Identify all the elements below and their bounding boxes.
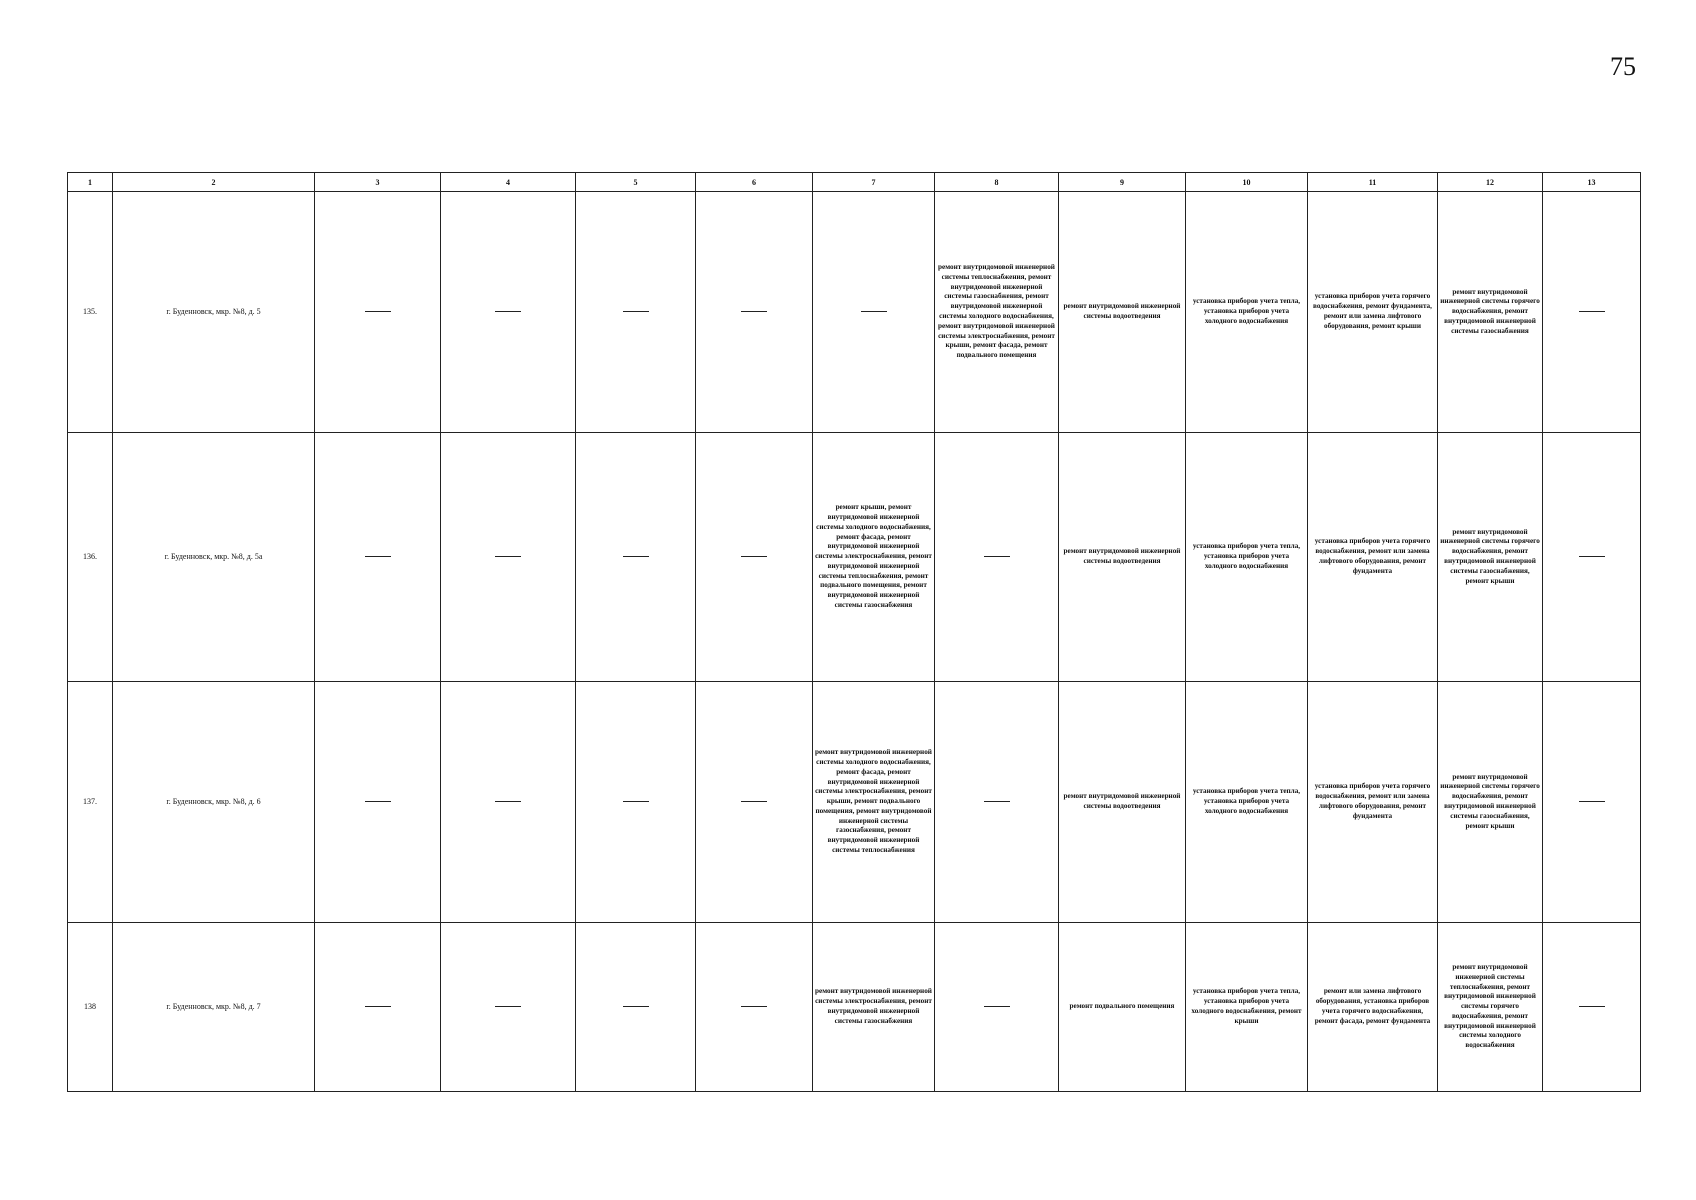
column-header: 2	[113, 173, 315, 192]
column-header: 7	[813, 173, 935, 192]
cell-col6	[696, 433, 813, 682]
dash-mark	[741, 556, 767, 557]
cell-col8	[935, 682, 1059, 923]
cell-col11: установка приборов учета горячего водоснабжения, ремонт фундамента, ремонт или замена лифтового оборудования, ремонт крыши	[1308, 192, 1438, 433]
cell-col10: установка приборов учета тепла, установка приборов учета холодного водоснабжения	[1186, 682, 1308, 923]
cell-col11: ремонт или замена лифтового оборудования, установка приборов учета горячего водоснабжения, ремонт фасада, ремонт фундамента	[1308, 923, 1438, 1092]
dash-mark	[365, 1006, 391, 1007]
table-row	[68, 682, 1641, 923]
cell-col10: установка приборов учета тепла, установка приборов учета холодного водоснабжения, ремонт крыши	[1186, 923, 1308, 1092]
column-header: 4	[441, 173, 576, 192]
dash-mark	[623, 1006, 649, 1007]
cell-col5	[576, 682, 696, 923]
cell-col4	[441, 923, 576, 1092]
table-row	[68, 433, 1641, 682]
column-header: 3	[315, 173, 441, 192]
cell-col9: ремонт внутридомовой инженерной системы водоотведения	[1059, 192, 1186, 433]
cell-col6	[696, 923, 813, 1092]
cell-col4	[441, 433, 576, 682]
row-address: г. Буденновск, мкр. №8, д. 5	[113, 192, 315, 433]
column-header: 9	[1059, 173, 1186, 192]
column-number-row	[68, 173, 1641, 192]
cell-col13	[1543, 923, 1641, 1092]
works-table-container	[67, 172, 1640, 1092]
cell-col12: ремонт внутридомовой инженерной системы теплоснабжения, ремонт внутридомовой инженерной системы горячего водоснабжения, ремонт внутридомовой инженерной системы холодного водоснабжения	[1438, 923, 1543, 1092]
cell-col5	[576, 923, 696, 1092]
dash-mark	[495, 801, 521, 802]
cell-col13	[1543, 192, 1641, 433]
dash-mark	[741, 1006, 767, 1007]
table-row	[68, 192, 1641, 433]
cell-col12: ремонт внутридомовой инженерной системы горячего водоснабжения, ремонт внутридомовой инженерной системы газоснабжения, ремонт крыши	[1438, 433, 1543, 682]
row-address: г. Буденновск, мкр. №8, д. 6	[113, 682, 315, 923]
cell-col7: ремонт внутридомовой инженерной системы холодного водоснабжения, ремонт фасада, ремонт внутридомовой инженерной системы электроснабжения, ремонт крыши, ремонт подвального помещения, ремонт внутридомовой инженерной системы газоснабжения, ремонт внутридомовой инженерной системы теплоснабжения	[813, 682, 935, 923]
cell-col4	[441, 192, 576, 433]
column-header: 5	[576, 173, 696, 192]
dash-mark	[741, 801, 767, 802]
column-header: 12	[1438, 173, 1543, 192]
dash-mark	[1579, 311, 1605, 312]
cell-col7	[813, 192, 935, 433]
cell-col7: ремонт внутридомовой инженерной системы электроснабжения, ремонт внутридомовой инженерной системы газоснабжения	[813, 923, 935, 1092]
cell-col9: ремонт внутридомовой инженерной системы водоотведения	[1059, 433, 1186, 682]
row-number: 138	[68, 923, 113, 1092]
cell-col10: установка приборов учета тепла, установка приборов учета холодного водоснабжения	[1186, 433, 1308, 682]
dash-mark	[741, 311, 767, 312]
cell-col8	[935, 923, 1059, 1092]
dash-mark	[1579, 556, 1605, 557]
cell-col8: ремонт внутридомовой инженерной системы теплоснабжения, ремонт внутридомовой инженерной системы газоснабжения, ремонт внутридомовой инженерной системы холодного водоснабжения, ремонт внутридомовой инженерной системы электроснабжения, ремонт крыши, ремонт фасада, ремонт подвального помещения	[935, 192, 1059, 433]
row-address: г. Буденновск, мкр. №8, д. 7	[113, 923, 315, 1092]
dash-mark	[495, 311, 521, 312]
cell-col4	[441, 682, 576, 923]
dash-mark	[984, 556, 1010, 557]
row-address: г. Буденновск, мкр. №8, д. 5а	[113, 433, 315, 682]
page-number: 75	[1610, 52, 1636, 81]
cell-col3	[315, 192, 441, 433]
column-header: 6	[696, 173, 813, 192]
dash-mark	[623, 311, 649, 312]
dash-mark	[984, 801, 1010, 802]
cell-col11: установка приборов учета горячего водоснабжения, ремонт или замена лифтового оборудования, ремонт фундамента	[1308, 433, 1438, 682]
column-header: 10	[1186, 173, 1308, 192]
dash-mark	[861, 311, 887, 312]
column-header: 1	[68, 173, 113, 192]
column-header: 8	[935, 173, 1059, 192]
row-number: 137.	[68, 682, 113, 923]
cell-col5	[576, 433, 696, 682]
dash-mark	[365, 311, 391, 312]
cell-col3	[315, 682, 441, 923]
dash-mark	[495, 1006, 521, 1007]
column-header: 11	[1308, 173, 1438, 192]
cell-col9: ремонт внутридомовой инженерной системы водоотведения	[1059, 682, 1186, 923]
dash-mark	[984, 1006, 1010, 1007]
cell-col5	[576, 192, 696, 433]
cell-col3	[315, 433, 441, 682]
dash-mark	[495, 556, 521, 557]
cell-col9: ремонт подвального помещения	[1059, 923, 1186, 1092]
row-number: 135.	[68, 192, 113, 433]
dash-mark	[365, 556, 391, 557]
cell-col10: установка приборов учета тепла, установка приборов учета холодного водоснабжения	[1186, 192, 1308, 433]
row-number: 136.	[68, 433, 113, 682]
cell-col6	[696, 192, 813, 433]
works-table	[67, 172, 1641, 1092]
dash-mark	[1579, 1006, 1605, 1007]
cell-col12: ремонт внутридомовой инженерной системы горячего водоснабжения, ремонт внутридомовой инженерной системы газоснабжения	[1438, 192, 1543, 433]
dash-mark	[1579, 801, 1605, 802]
cell-col8	[935, 433, 1059, 682]
dash-mark	[365, 801, 391, 802]
cell-col3	[315, 923, 441, 1092]
table-row	[68, 923, 1641, 1092]
cell-col13	[1543, 433, 1641, 682]
cell-col6	[696, 682, 813, 923]
cell-col13	[1543, 682, 1641, 923]
column-header: 13	[1543, 173, 1641, 192]
cell-col12: ремонт внутридомовой инженерной системы горячего водоснабжения, ремонт внутридомовой инженерной системы газоснабжения, ремонт крыши	[1438, 682, 1543, 923]
cell-col11: установка приборов учета горячего водоснабжения, ремонт или замена лифтового оборудования, ремонт фундамента	[1308, 682, 1438, 923]
dash-mark	[623, 801, 649, 802]
dash-mark	[623, 556, 649, 557]
cell-col7: ремонт крыши, ремонт внутридомовой инженерной системы холодного водоснабжения, ремонт фасада, ремонт внутридомовой инженерной системы электроснабжения, ремонт внутридомовой инженерной системы теплоснабжения, ремонт подвального помещения, ремонт внутридомовой инженерной системы газоснабжения	[813, 433, 935, 682]
